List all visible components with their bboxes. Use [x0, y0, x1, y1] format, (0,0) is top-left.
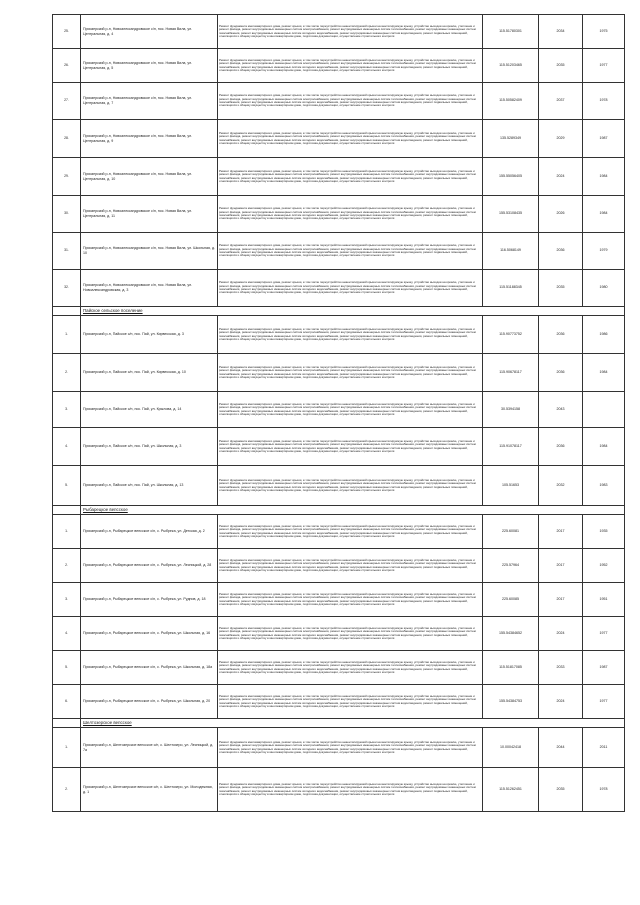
repair-year-cell: 2024: [539, 158, 583, 196]
built-year-cell: 1951: [583, 583, 625, 617]
cost-cell: 115.90678117: [483, 354, 539, 392]
row-number: 2.: [53, 549, 81, 583]
row-number: 3.: [53, 583, 81, 617]
built-year-cell: 1984: [583, 354, 625, 392]
address-cell: Приозерский р-н, Рыбарецкое вепсское с/п, с. Рыбрека, ул. Детская, д. 2: [81, 515, 218, 549]
row-number: 4.: [53, 617, 81, 651]
table-row: [53, 158, 625, 196]
address-cell: Приозерский р-н, Новоалександровское с/п, пос. Новая Вила, ул. Центральная, д. 7: [81, 83, 218, 120]
row-number: 26.: [53, 49, 81, 83]
repair-year-cell: 2036: [539, 428, 583, 466]
row-number: 28.: [53, 120, 81, 158]
work-description-cell: Ремонт фундамента многоквартирного дома, ремонт крыши, в том числе переустройство невентилируемой крыши на вентилируемую крышу, устройство выходов на кровлю, утепление и ремонт фасада, ремонт внутридомовых инженерных систем электроснабжения, ремонт внутридомовых инженерных систем теплоснабжения, ремонт внутридомовых инженерных систем газоснабжения, ремонт внутридомовых инженерных систем холодного водоснабжения, ремонт внутридомовых инженерных систем водоотведения, ремонт подвальных помещений, относящихся к общему имуществу в многоквартирном доме, подготовка документации, осуществление строительного контроля: [218, 651, 483, 685]
cost-cell: 10.00042418: [483, 728, 539, 768]
section-header-row: [53, 719, 625, 728]
built-year-cell: 2011: [583, 728, 625, 768]
repair-year-cell: 2035: [539, 768, 583, 812]
row-number: 25.: [53, 15, 81, 49]
row-number: 4.: [53, 428, 81, 466]
built-year-cell: 1978: [583, 83, 625, 120]
table-row: [53, 270, 625, 307]
cost-cell: 115.90773752: [483, 316, 539, 354]
work-description-cell: Ремонт фундамента многоквартирного дома, ремонт крыши, в том числе переустройство невентилируемой крыши на вентилируемую крышу, устройство выходов на кровлю, утепление и ремонт фасада, ремонт внутридомовых инженерных систем электроснабжения, ремонт внутридомовых инженерных систем теплоснабжения, ремонт внутридомовых инженерных систем газоснабжения, ремонт внутридомовых инженерных систем холодного водоснабжения, ремонт внутридомовых инженерных систем водоотведения, ремонт подвальных помещений, относящихся к общему имуществу в многоквартирном доме, подготовка документации, осуществление строительного контроля: [218, 196, 483, 233]
address-cell: Приозерский р-н, Шелтозерское вепсское с/п, с. Шелтозеро, ул. Лесницкой, д. 7а: [81, 728, 218, 768]
row-number: 6.: [53, 685, 81, 719]
repair-year-cell: 2017: [539, 549, 583, 583]
repair-year-cell: 2032: [539, 466, 583, 506]
row-number: 2.: [53, 768, 81, 812]
built-year-cell: 1952: [583, 549, 625, 583]
row-number: 5.: [53, 466, 81, 506]
cost-cell: 105.51653: [483, 466, 539, 506]
cost-cell: 135.5289349: [483, 120, 539, 158]
work-description-cell: Ремонт фундамента многоквартирного дома, ремонт крыши, в том числе переустройство невентилируемой крыши на вентилируемую крышу, устройство выходов на кровлю, утепление и ремонт фасада, ремонт внутридомовых инженерных систем электроснабжения, ремонт внутридомовых инженерных систем теплоснабжения, ремонт внутридомовых инженерных систем газоснабжения, ремонт внутридомовых инженерных систем холодного водоснабжения, ремонт внутридомовых инженерных систем водоотведения, ремонт подвальных помещений, относящихся к общему имуществу в многоквартирном доме, подготовка документации, осуществление строительного контроля: [218, 768, 483, 812]
repair-year-cell: 2017: [539, 583, 583, 617]
work-description-cell: Ремонт фундамента многоквартирного дома, ремонт крыши, в том числе переустройство невентилируемой крыши на вентилируемую крышу, устройство выходов на кровлю, утепление и ремонт фасада, ремонт внутридомовых инженерных систем электроснабжения, ремонт внутридомовых инженерных систем теплоснабжения, ремонт внутридомовых инженерных систем газоснабжения, ремонт внутридомовых инженерных систем холодного водоснабжения, ремонт внутридомовых инженерных систем водоотведения, ремонт подвальных помещений, относящихся к общему имуществу в многоквартирном доме, подготовка документации, осуществление строительного контроля: [218, 685, 483, 719]
row-number: 1.: [53, 515, 81, 549]
table-row: [53, 120, 625, 158]
table-row: [53, 354, 625, 392]
repair-year-cell: 2024: [539, 617, 583, 651]
table-row: [53, 768, 625, 812]
table-row: [53, 83, 625, 120]
work-description-cell: Ремонт фундамента многоквартирного дома, ремонт крыши, в том числе переустройство невентилируемой крыши на вентилируемую крышу, устройство выходов на кровлю, утепление и ремонт фасада, ремонт внутридомовых инженерных систем электроснабжения, ремонт внутридомовых инженерных систем теплоснабжения, ремонт внутридомовых инженерных систем газоснабжения, ремонт внутридомовых инженерных систем холодного водоснабжения, ремонт внутридомовых инженерных систем водоотведения, ремонт подвальных помещений, относящихся к общему имуществу в многоквартирном доме, подготовка документации, осуществление строительного контроля: [218, 49, 483, 83]
built-year-cell: 1986: [583, 316, 625, 354]
table-row: [53, 428, 625, 466]
address-cell: Приозерский р-н, Пайское с/п, пос. Пай, ул. Школьная, д. 13: [81, 466, 218, 506]
section-number-cell: [53, 307, 81, 316]
cost-cell: 225.57964: [483, 549, 539, 583]
built-year-cell: 1983: [583, 466, 625, 506]
section-header-row: [53, 506, 625, 515]
work-description-cell: Ремонт фундамента многоквартирного дома, ремонт крыши, в том числе переустройство невентилируемой крыши на вентилируемую крышу, устройство выходов на кровлю, утепление и ремонт фасада, ремонт внутридомовых инженерных систем электроснабжения, ремонт внутридомовых инженерных систем теплоснабжения, ремонт внутридомовых инженерных систем газоснабжения, ремонт внутридомовых инженерных систем холодного водоснабжения, ремонт внутридомовых инженерных систем водоотведения, ремонт подвальных помещений, относящихся к общему имуществу в многоквартирном доме, подготовка документации, осуществление строительного контроля: [218, 270, 483, 307]
row-number: 2.: [53, 354, 81, 392]
repair-year-cell: 2029: [539, 120, 583, 158]
section-number-cell: [53, 506, 81, 515]
table-row: [53, 49, 625, 83]
cost-cell: 115.50582409: [483, 83, 539, 120]
address-cell: Приозерский р-н, Новоалександровское с/п, пос. Новая Вила, ул. Школьная, д. 10: [81, 233, 218, 270]
table-row: [53, 196, 625, 233]
built-year-cell: 1984: [583, 196, 625, 233]
repair-year-cell: 2036: [539, 233, 583, 270]
built-year-cell: 1977: [583, 49, 625, 83]
address-cell: Приозерский р-н, Пайское с/п, пос. Пай, ул. Кирвесская, д. 10: [81, 354, 218, 392]
work-description-cell: Ремонт фундамента многоквартирного дома, ремонт крыши, в том числе переустройство невентилируемой крыши на вентилируемую крышу, устройство выходов на кровлю, утепление и ремонт фасада, ремонт внутридомовых инженерных систем электроснабжения, ремонт внутридомовых инженерных систем теплоснабжения, ремонт внутридомовых инженерных систем газоснабжения, ремонт внутридомовых инженерных систем холодного водоснабжения, ремонт внутридомовых инженерных систем водоотведения, ремонт подвальных помещений, относящихся к общему имуществу в многоквартирном доме, подготовка документации, осуществление строительного контроля: [218, 728, 483, 768]
work-description-cell: Ремонт фундамента многоквартирного дома, ремонт крыши, в том числе переустройство невентилируемой крыши на вентилируемую крышу, устройство выходов на кровлю, утепление и ремонт фасада, ремонт внутридомовых инженерных систем электроснабжения, ремонт внутридомовых инженерных систем теплоснабжения, ремонт внутридомовых инженерных систем газоснабжения, ремонт внутридомовых инженерных систем холодного водоснабжения, ремонт внутридомовых инженерных систем водоотведения, ремонт подвальных помещений, относящихся к общему имуществу в многоквартирном доме, подготовка документации, осуществление строительного контроля: [218, 120, 483, 158]
address-cell: Приозерский р-н, Рыбарецкое вепсское с/п, с. Рыбрека, ул. Школьная, д. 16: [81, 617, 218, 651]
cost-cell: 115.51817085: [483, 651, 539, 685]
repair-year-cell: 2017: [539, 515, 583, 549]
address-cell: Приозерский р-н, Шелтозерское вепсское с/п, с. Шелтозеро, ул. Молодежная, д. 1: [81, 768, 218, 812]
cost-cell: 30.5394158: [483, 392, 539, 428]
cost-cell: 155.54384652: [483, 617, 539, 651]
row-number: 27.: [53, 83, 81, 120]
work-description-cell: Ремонт фундамента многоквартирного дома, ремонт крыши, в том числе переустройство невентилируемой крыши на вентилируемую крышу, устройство выходов на кровлю, утепление и ремонт фасада, ремонт внутридомовых инженерных систем электроснабжения, ремонт внутридомовых инженерных систем теплоснабжения, ремонт внутридомовых инженерных систем газоснабжения, ремонт внутридомовых инженерных систем холодного водоснабжения, ремонт внутридомовых инженерных систем водоотведения, ремонт подвальных помещений, относящихся к общему имуществу в многоквартирном доме, подготовка документации, осуществление строительного контроля: [218, 354, 483, 392]
address-cell: Приозерский р-н, Новоалександровское с/п, пос. Новая Вила, ул. Центральная, д. 10: [81, 158, 218, 196]
cost-cell: 115.51203465: [483, 49, 539, 83]
address-cell: Приозерский р-н, Новоалександровское с/п, пос. Новая Вила, ул. Центральная, д. 5: [81, 49, 218, 83]
address-cell: Приозерский р-н, Новоалександровское с/п, пос. Новая Вила, ул. Центральная, д. 4: [81, 15, 218, 49]
table-row: [53, 466, 625, 506]
repair-year-cell: 2035: [539, 270, 583, 307]
built-year-cell: 1987: [583, 651, 625, 685]
row-number: 3.: [53, 392, 81, 428]
address-cell: Приозерский р-н, Рыбарецкое вепсское с/п, с. Рыбрека, ул. Школьная, д. 18а: [81, 651, 218, 685]
built-year-cell: 1975: [583, 15, 625, 49]
table-row: [53, 728, 625, 768]
work-description-cell: Ремонт фундамента многоквартирного дома, ремонт крыши, в том числе переустройство невентилируемой крыши на вентилируемую крышу, устройство выходов на кровлю, утепление и ремонт фасада, ремонт внутридомовых инженерных систем электроснабжения, ремонт внутридомовых инженерных систем теплоснабжения, ремонт внутридомовых инженерных систем газоснабжения, ремонт внутридомовых инженерных систем холодного водоснабжения, ремонт внутридомовых инженерных систем водоотведения, ремонт подвальных помещений, относящихся к общему имуществу в многоквартирном доме, подготовка документации, осуществление строительного контроля: [218, 158, 483, 196]
cost-cell: 115.91078117: [483, 428, 539, 466]
section-number-cell: [53, 719, 81, 728]
cost-cell: 155.53108435: [483, 196, 539, 233]
address-cell: Приозерский р-н, Рыбарецкое вепсское с/п, с. Рыбрека, ул. Школьная, д. 20: [81, 685, 218, 719]
table-row: [53, 233, 625, 270]
table-row: [53, 685, 625, 719]
section-header-row: [53, 307, 625, 316]
work-description-cell: Ремонт фундамента многоквартирного дома, ремонт крыши, в том числе переустройство невентилируемой крыши на вентилируемую крышу, устройство выходов на кровлю, утепление и ремонт фасада, ремонт внутридомовых инженерных систем электроснабжения, ремонт внутридомовых инженерных систем теплоснабжения, ремонт внутридомовых инженерных систем газоснабжения, ремонт внутридомовых инженерных систем холодного водоснабжения, ремонт внутридомовых инженерных систем водоотведения, ремонт подвальных помещений, относящихся к общему имуществу в многоквартирном доме, подготовка документации, осуществление строительного контроля: [218, 617, 483, 651]
cost-cell: 115.51188345: [483, 270, 539, 307]
work-description-cell: Ремонт фундамента многоквартирного дома, ремонт крыши, в том числе переустройство невентилируемой крыши на вентилируемую крышу, устройство выходов на кровлю, утепление и ремонт фасада, ремонт внутридомовых инженерных систем электроснабжения, ремонт внутридомовых инженерных систем теплоснабжения, ремонт внутридомовых инженерных систем газоснабжения, ремонт внутридомовых инженерных систем холодного водоснабжения, ремонт внутридомовых инженерных систем водоотведения, ремонт подвальных помещений, относящихся к общему имуществу в многоквартирном доме, подготовка документации, осуществление строительного контроля: [218, 583, 483, 617]
address-cell: Приозерский р-н, Рыбарецкое вепсское с/п, с. Рыбрека, ул. Руднов, д. 18: [81, 583, 218, 617]
repair-year-cell: 2044: [539, 728, 583, 768]
built-year-cell: 1977: [583, 685, 625, 719]
table-row: [53, 15, 625, 49]
section-title: Пайское сельское поселение: [81, 307, 625, 316]
table-row: [53, 515, 625, 549]
repair-year-cell: 2033: [539, 651, 583, 685]
work-description-cell: Ремонт фундамента многоквартирного дома, ремонт крыши, в том числе переустройство невентилируемой крыши на вентилируемую крышу, устройство выходов на кровлю, утепление и ремонт фасада, ремонт внутридомовых инженерных систем электроснабжения, ремонт внутридомовых инженерных систем теплоснабжения, ремонт внутридомовых инженерных систем газоснабжения, ремонт внутридомовых инженерных систем холодного водоснабжения, ремонт внутридомовых инженерных систем водоотведения, ремонт подвальных помещений, относящихся к общему имуществу в многоквартирном доме, подготовка документации, осуществление строительного контроля: [218, 392, 483, 428]
table-row: [53, 651, 625, 685]
address-cell: Приозерский р-н, Новоалександровское с/п, пос. Новая Вила, ул. Центральная, д. 11: [81, 196, 218, 233]
built-year-cell: 1980: [583, 270, 625, 307]
built-year-cell: 1979: [583, 233, 625, 270]
repair-year-cell: 2036: [539, 316, 583, 354]
built-year-cell: 1935: [583, 515, 625, 549]
built-year-cell: 1977: [583, 617, 625, 651]
repair-year-cell: 2043: [539, 392, 583, 428]
address-cell: Приозерский р-н, Новоалександровское с/п, пос. Новая Вила, ул. Новоалександровская, д. 3: [81, 270, 218, 307]
table-row: [53, 583, 625, 617]
repair-year-cell: 2026: [539, 196, 583, 233]
work-description-cell: Ремонт фундамента многоквартирного дома, ремонт крыши, в том числе переустройство невентилируемой крыши на вентилируемую крышу, устройство выходов на кровлю, утепление и ремонт фасада, ремонт внутридомовых инженерных систем электроснабжения, ремонт внутридомовых инженерных систем теплоснабжения, ремонт внутридомовых инженерных систем газоснабжения, ремонт внутридомовых инженерных систем холодного водоснабжения, ремонт внутридомовых инженерных систем водоотведения, ремонт подвальных помещений, относящихся к общему имуществу в многоквартирном доме, подготовка документации, осуществление строительного контроля: [218, 233, 483, 270]
section-title: Рыбарецкое вепсское: [81, 506, 625, 515]
cost-cell: 225.60085: [483, 583, 539, 617]
address-cell: Приозерский р-н, Пайское с/п, пос. Пай, ул. Кирвесская, д. 3: [81, 316, 218, 354]
row-number: 30.: [53, 196, 81, 233]
repair-year-cell: 2037: [539, 83, 583, 120]
table-row: [53, 316, 625, 354]
cost-cell: 155.55056405: [483, 158, 539, 196]
repair-year-cell: 2034: [539, 15, 583, 49]
table-row: [53, 617, 625, 651]
housing-repair-table: [52, 14, 625, 812]
row-number: 1.: [53, 728, 81, 768]
built-year-cell: 1987: [583, 120, 625, 158]
repair-year-cell: 2024: [539, 685, 583, 719]
row-number: 29.: [53, 158, 81, 196]
row-number: 5.: [53, 651, 81, 685]
address-cell: Приозерский р-н, Новоалександровское с/п, пос. Новая Вила, ул. Центральная, д. 9: [81, 120, 218, 158]
built-year-cell: 1978: [583, 768, 625, 812]
work-description-cell: Ремонт фундамента многоквартирного дома, ремонт крыши, в том числе переустройство невентилируемой крыши на вентилируемую крышу, устройство выходов на кровлю, утепление и ремонт фасада, ремонт внутридомовых инженерных систем электроснабжения, ремонт внутридомовых инженерных систем теплоснабжения, ремонт внутридомовых инженерных систем газоснабжения, ремонт внутридомовых инженерных систем холодного водоснабжения, ремонт внутридомовых инженерных систем водоотведения, ремонт подвальных помещений, относящихся к общему имуществу в многоквартирном доме, подготовка документации, осуществление строительного контроля: [218, 466, 483, 506]
table-row: [53, 392, 625, 428]
table-row: [53, 549, 625, 583]
work-description-cell: Ремонт фундамента многоквартирного дома, ремонт крыши, в том числе переустройство невентилируемой крыши на вентилируемую крышу, устройство выходов на кровлю, утепление и ремонт фасада, ремонт внутридомовых инженерных систем электроснабжения, ремонт внутридомовых инженерных систем теплоснабжения, ремонт внутридомовых инженерных систем газоснабжения, ремонт внутридомовых инженерных систем холодного водоснабжения, ремонт внутридомовых инженерных систем водоотведения, ремонт подвальных помещений, относящихся к общему имуществу в многоквартирном доме, подготовка документации, осуществление строительного контроля: [218, 15, 483, 49]
work-description-cell: Ремонт фундамента многоквартирного дома, ремонт крыши, в том числе переустройство невентилируемой крыши на вентилируемую крышу, устройство выходов на кровлю, утепление и ремонт фасада, ремонт внутридомовых инженерных систем электроснабжения, ремонт внутридомовых инженерных систем теплоснабжения, ремонт внутридомовых инженерных систем газоснабжения, ремонт внутридомовых инженерных систем холодного водоснабжения, ремонт внутридомовых инженерных систем водоотведения, ремонт подвальных помещений, относящихся к общему имуществу в многоквартирном доме, подготовка документации, осуществление строительного контроля: [218, 428, 483, 466]
work-description-cell: Ремонт фундамента многоквартирного дома, ремонт крыши, в том числе переустройство невентилируемой крыши на вентилируемую крышу, устройство выходов на кровлю, утепление и ремонт фасада, ремонт внутридомовых инженерных систем электроснабжения, ремонт внутридомовых инженерных систем теплоснабжения, ремонт внутридомовых инженерных систем газоснабжения, ремонт внутридомовых инженерных систем холодного водоснабжения, ремонт внутридомовых инженерных систем водоотведения, ремонт подвальных помещений, относящихся к общему имуществу в многоквартирном доме, подготовка документации, осуществление строительного контроля: [218, 549, 483, 583]
work-description-cell: Ремонт фундамента многоквартирного дома, ремонт крыши, в том числе переустройство невентилируемой крыши на вентилируемую крышу, устройство выходов на кровлю, утепление и ремонт фасада, ремонт внутридомовых инженерных систем электроснабжения, ремонт внутридомовых инженерных систем теплоснабжения, ремонт внутридомовых инженерных систем газоснабжения, ремонт внутридомовых инженерных систем холодного водоснабжения, ремонт внутридомовых инженерных систем водоотведения, ремонт подвальных помещений, относящихся к общему имуществу в многоквартирном доме, подготовка документации, осуществление строительного контроля: [218, 316, 483, 354]
work-description-cell: Ремонт фундамента многоквартирного дома, ремонт крыши, в том числе переустройство невентилируемой крыши на вентилируемую крышу, устройство выходов на кровлю, утепление и ремонт фасада, ремонт внутридомовых инженерных систем электроснабжения, ремонт внутридомовых инженерных систем теплоснабжения, ремонт внутридомовых инженерных систем газоснабжения, ремонт внутридомовых инженерных систем холодного водоснабжения, ремонт внутридомовых инженерных систем водоотведения, ремонт подвальных помещений, относящихся к общему имуществу в многоквартирном доме, подготовка документации, осуществление строительного контроля: [218, 515, 483, 549]
cost-cell: 225.60081: [483, 515, 539, 549]
section-title: Шелтозерское вепсское: [81, 719, 625, 728]
repair-year-cell: 2035: [539, 49, 583, 83]
row-number: 1.: [53, 316, 81, 354]
built-year-cell: 1984: [583, 158, 625, 196]
built-year-cell: [583, 392, 625, 428]
address-cell: Приозерский р-н, Пайское с/п, пос. Пай, ул. Крылова, д. 14: [81, 392, 218, 428]
row-number: 31.: [53, 233, 81, 270]
cost-cell: 115.51780301: [483, 15, 539, 49]
cost-cell: 115.51262451: [483, 768, 539, 812]
cost-cell: 116.5068149: [483, 233, 539, 270]
address-cell: Приозерский р-н, Рыбарецкое вепсское с/п, с. Рыбрека, ул. Лесницкой, д. 28: [81, 549, 218, 583]
cost-cell: 155.54384753: [483, 685, 539, 719]
work-description-cell: Ремонт фундамента многоквартирного дома, ремонт крыши, в том числе переустройство невентилируемой крыши на вентилируемую крышу, устройство выходов на кровлю, утепление и ремонт фасада, ремонт внутридомовых инженерных систем электроснабжения, ремонт внутридомовых инженерных систем теплоснабжения, ремонт внутридомовых инженерных систем газоснабжения, ремонт внутридомовых инженерных систем холодного водоснабжения, ремонт внутридомовых инженерных систем водоотведения, ремонт подвальных помещений, относящихся к общему имуществу в многоквартирном доме, подготовка документации, осуществление строительного контроля: [218, 83, 483, 120]
built-year-cell: 1984: [583, 428, 625, 466]
table-body: [53, 15, 625, 812]
repair-year-cell: 2036: [539, 354, 583, 392]
row-number: 32.: [53, 270, 81, 307]
address-cell: Приозерский р-н, Пайское с/п, пос. Пай, ул. Школьная, д. 3: [81, 428, 218, 466]
